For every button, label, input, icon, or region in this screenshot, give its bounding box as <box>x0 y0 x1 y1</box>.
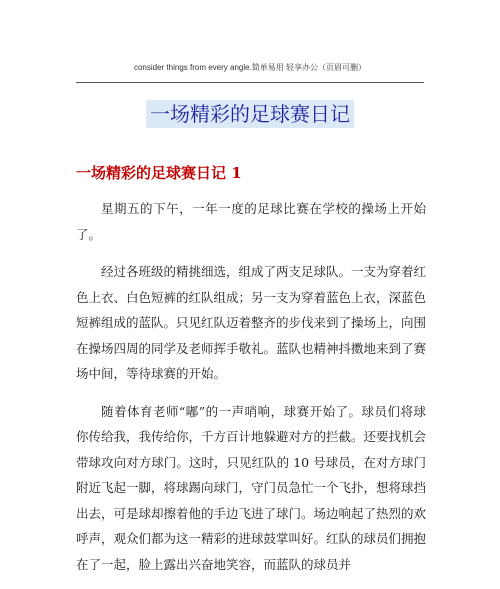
paragraph: 随着体育老师“嘟”的一声哨响，球赛开始了。球员们将球你传给我，我传给你，千方百计地躲避对方的拦截。还要找机会带球攻向对方球门。这时，只见红队的 10 号球员，在对方球门附近飞起一脚，将球踢向球门，守门员急忙一个飞扑，想将球挡出去，可是球却擦着他的手边飞进了球门。场边响起了热烈的欢呼声，观众们都为这一精彩的进球鼓掌叫好。红队的球员们拥抱在了一起，脸上露出兴奋地笑容，而蓝队的球员并 <box>76 403 427 572</box>
header-divider <box>76 82 424 83</box>
document-body <box>76 196 426 589</box>
page-header: consider things from every angle.简单易用 轻享办公（页眉可删） <box>133 63 367 72</box>
document-title: 一场精彩的足球赛日记 <box>146 100 354 128</box>
section-heading: 一场精彩的足球赛日记 1 <box>76 164 242 182</box>
paragraph: 星期五的下午，一年一度的足球比赛在学校的操场上开始了。 <box>76 201 426 242</box>
document-title-wrapper <box>0 100 500 128</box>
paragraph: 经过各班级的精挑细选，组成了两支足球队。一支为穿着红色上衣、白色短裤的红队组成；另一支为穿着蓝色上衣，深蓝色短裤组成的蓝队。只见红队迈着整齐的步伐来到了操场上，向围在操场四周的同学及老师挥手敬礼。蓝队也精神抖擞地来到了赛场中间，等待球赛的开始。 <box>76 264 427 381</box>
